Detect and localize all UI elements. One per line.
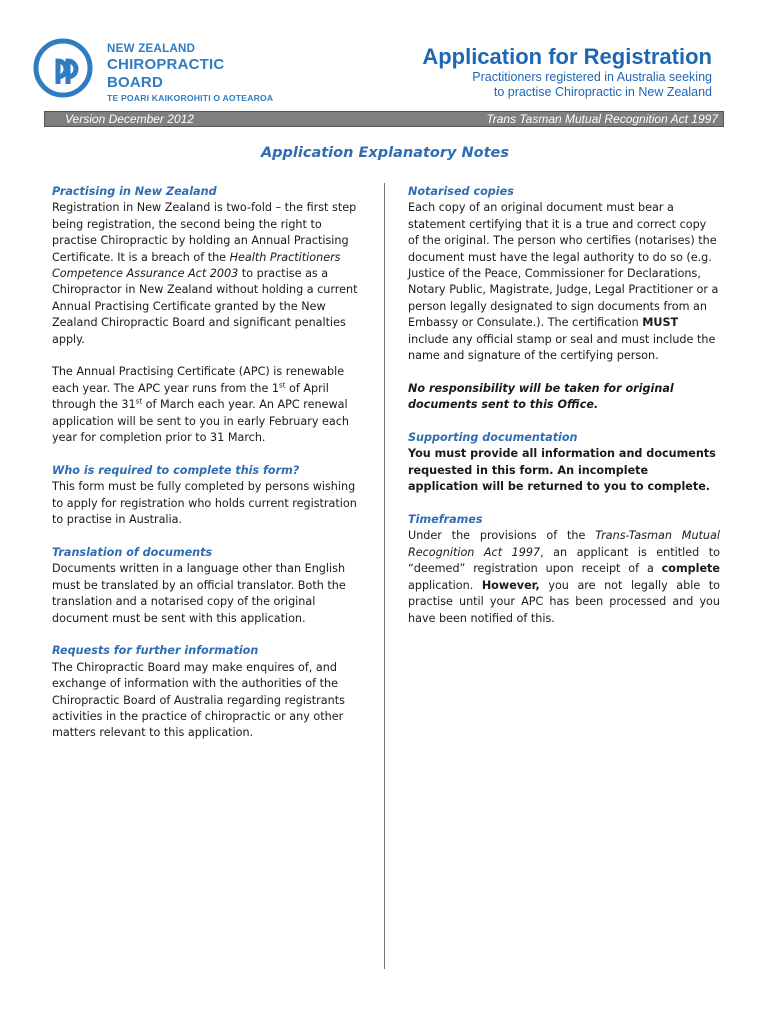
- section-paragraph: You must provide all information and documents requested in this form. An incomplete application will be returned to you to complete.: [408, 447, 716, 494]
- version-bar: [44, 111, 724, 127]
- section-paragraph: [408, 528, 720, 626]
- act-label: Trans Tasman Mutual Recognition Act 1997: [486, 112, 718, 126]
- responsibility-notice: No responsibility will be taken for original documents sent to this Office.: [408, 381, 674, 412]
- notes-title: Application Explanatory Notes: [260, 145, 510, 161]
- paragraph-text: Registration in New Zealand is two-fold – the first step being registration, the second being the right to practise Chiropractic by holding an Annual Practising Certificate. It is a breach of the: [52, 201, 357, 264]
- page-subtitle-line-2: to practise Chiropractic in New Zealand: [493, 85, 712, 99]
- page-subtitle-line-1: Practitioners registered in Australia seeking: [472, 70, 712, 84]
- act-reference: Trans-Tasman Mutual Recognition Act 1997: [408, 529, 720, 559]
- paragraph-text: application.: [408, 578, 482, 592]
- section-heading: Who is required to complete this form?: [52, 463, 300, 477]
- logo-line-3: TE POARI KAIKOROHITI O AOTEAROA: [107, 93, 274, 103]
- paragraph-text: of April through the 31: [52, 381, 329, 412]
- paragraph-text: include any official stamp or seal and must include the name and signature of the certifying person.: [408, 332, 716, 363]
- emphasis-text: However,: [481, 578, 540, 592]
- logo-line-1: NEW ZEALAND: [107, 43, 196, 55]
- section-heading: Requests for further information: [52, 644, 259, 658]
- section-practising: [52, 184, 362, 348]
- version-label: Version December 2012: [65, 112, 194, 126]
- section-timeframes: [408, 512, 720, 627]
- left-column: [52, 184, 362, 758]
- emphasis-text: complete: [661, 562, 720, 576]
- paragraph-text: The Annual Practising Certificate (APC) is renewable each year. The APC year runs from the 1: [52, 365, 345, 395]
- section-heading: Translation of documents: [52, 545, 213, 559]
- header: [422, 44, 712, 100]
- section-translation: [52, 545, 362, 627]
- board-logo-icon: [32, 37, 98, 99]
- section-requests: [52, 643, 362, 741]
- board-logo: [32, 37, 282, 103]
- section-paragraph: [408, 200, 720, 364]
- paragraph-text: Under the provisions of the: [408, 529, 596, 543]
- act-reference: Health Practitioners Competence Assurance Act 2003: [52, 250, 341, 281]
- page-title: Application for Registration: [422, 44, 712, 69]
- ordinal-suffix: st: [135, 397, 143, 406]
- section-who: [52, 463, 362, 529]
- section-supporting: [408, 430, 720, 496]
- section-paragraph: This form must be fully completed by persons wishing to apply for registration who holds current registration to practise in Australia.: [52, 480, 357, 527]
- paragraph-text: , an applicant is entitled to “deemed” registration upon receipt of a: [408, 545, 720, 576]
- right-column: [408, 184, 720, 643]
- ordinal-suffix: st: [279, 381, 286, 390]
- section-heading: Practising in New Zealand: [52, 185, 217, 198]
- section-paragraph: The Chiropractic Board may make enquires of, and exchange of information with the authorities of the Chiropractic Board of Australia regarding registrants activities in the practice of chiropractic or any other matters relevant to this application.: [52, 660, 345, 740]
- column-divider: [384, 183, 385, 969]
- section-notarised: [408, 184, 720, 364]
- paragraph-text: you are not legally able to practise until your APC has been processed and you have been notified of this.: [408, 578, 720, 625]
- paragraph-text: of March each year. An APC renewal application will be sent to you in early February each year for completion prior to 31 March.: [52, 398, 349, 445]
- section-apc: [52, 364, 362, 446]
- paragraph-text: to practise as a Chiropractor in New Zealand without holding a current Annual Practising Certificate granted by the New Zealand Chiropractic Board and significant penalties apply.: [52, 267, 358, 346]
- paragraph-text: Each copy of an original document must bear a statement certifying that it is a true and correct copy of the original. The person who certifies (notarises) the document must have the legal authority to do so (e.g. Justice of the Peace, Commissioner for Declarations, Notary Public, Magistrate, Judge, Legal Practitioner or a person legally designated to sign documents from an Embassy or Consulate.). The certification: [408, 201, 719, 330]
- emphasis-text: MUST: [642, 316, 679, 330]
- section-heading: Supporting documentation: [408, 431, 578, 445]
- section-heading: Timeframes: [408, 513, 483, 527]
- section-paragraph: [52, 200, 362, 348]
- section-heading: Notarised copies: [408, 185, 514, 198]
- section-paragraph: Documents written in a language other than English must be translated by an official translator. Both the translation and a notarised copy of the original document must be sent with this application.: [52, 562, 346, 625]
- logo-line-2: CHIROPRACTIC BOARD: [107, 56, 225, 91]
- section-responsibility: [408, 381, 720, 414]
